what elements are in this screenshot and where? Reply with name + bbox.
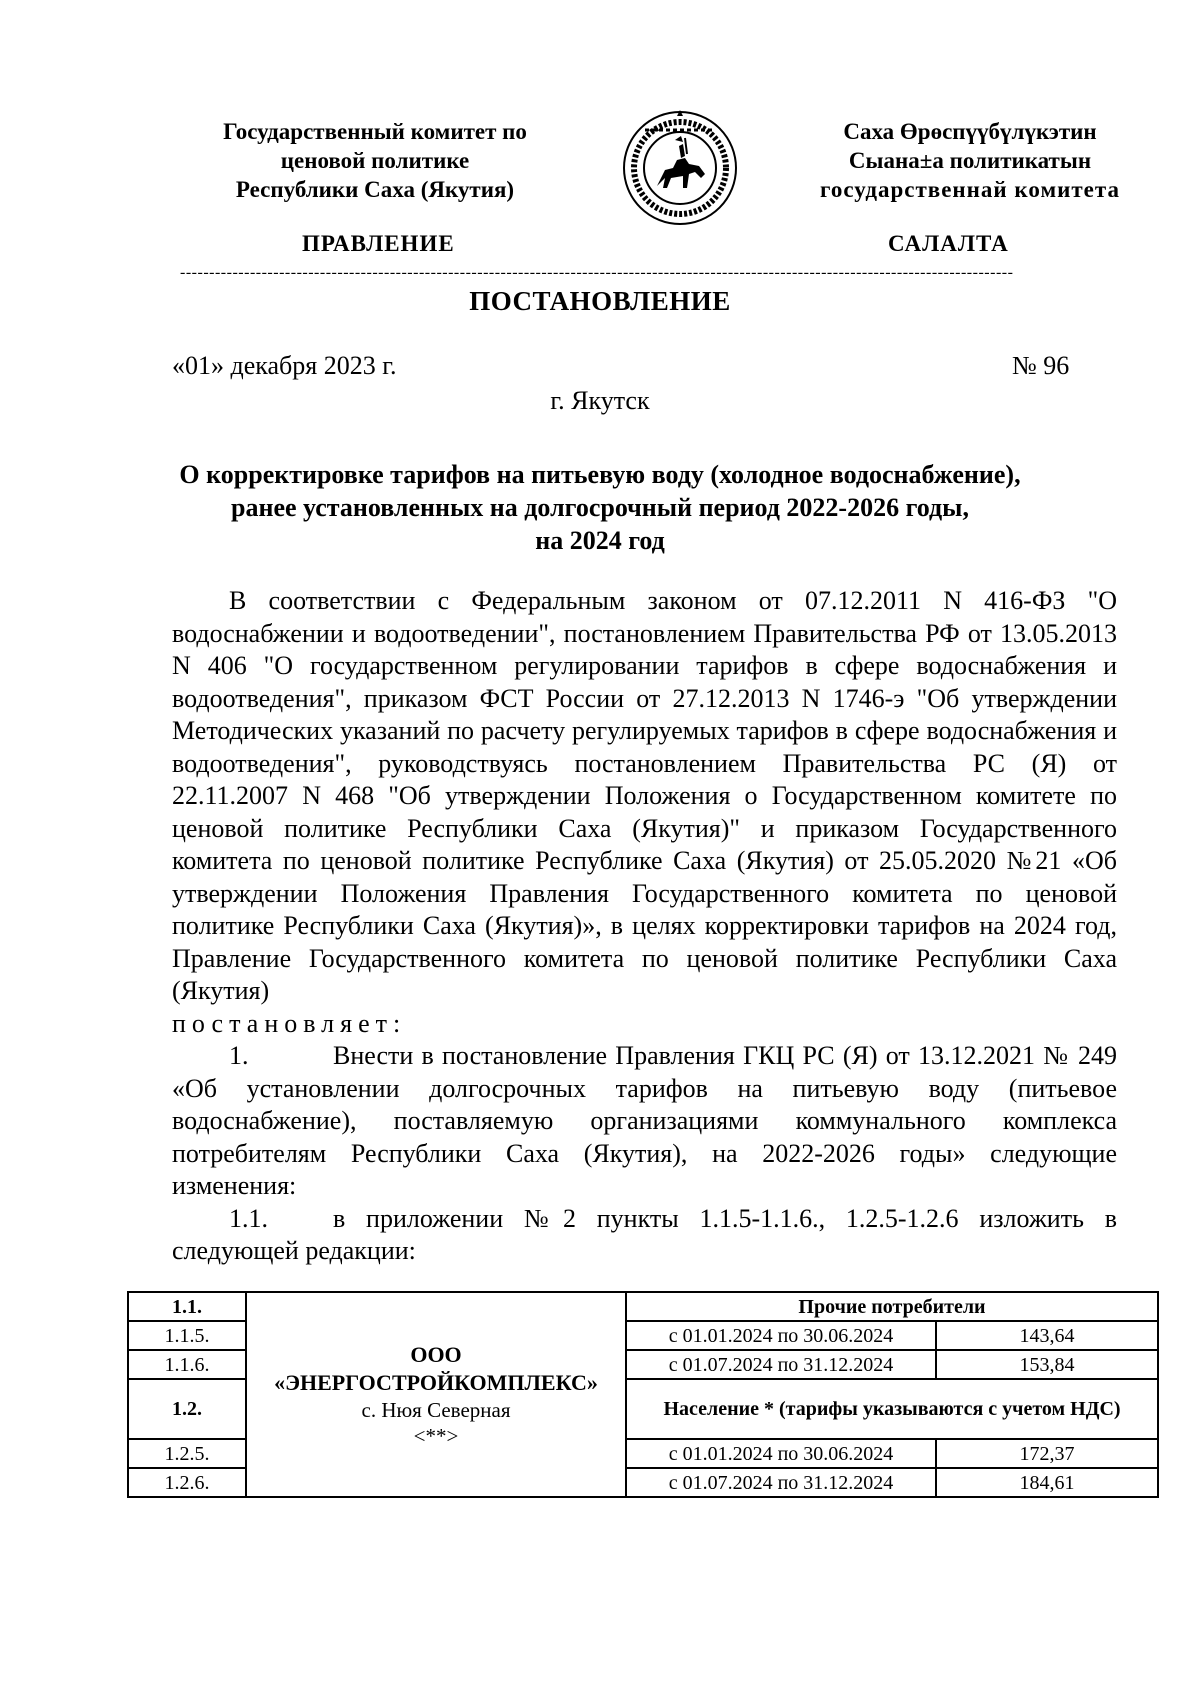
organization-cell — [246, 1292, 626, 1497]
item-1-1 — [172, 1203, 1117, 1268]
board-label-sakha: САЛАЛТА — [888, 231, 1009, 256]
resolving-verb: постановляет: — [172, 1008, 407, 1038]
row-number: 1.1. — [128, 1292, 246, 1321]
document-city: г. Якутск — [550, 386, 650, 415]
row-number: 1.1.5. — [128, 1321, 246, 1350]
period-cell: с 01.07.2024 по 31.12.2024 — [626, 1468, 936, 1497]
row-number: 1.2.5. — [128, 1439, 246, 1468]
period-cell: с 01.01.2024 по 30.06.2024 — [626, 1439, 936, 1468]
issuer-line: Республики Саха (Якутия) — [235, 177, 515, 202]
header-separator: ----------------------------------------------------------------------------------------------------------------------------------------------- — [180, 264, 1014, 281]
group-header: Прочие потребители — [626, 1292, 1158, 1321]
row-number: 1.2.6. — [128, 1468, 246, 1497]
tariff-value: 184,61 — [936, 1468, 1158, 1497]
issuer-line: Государственный комитет по — [223, 119, 527, 144]
document-title: ПОСТАНОВЛЕНИЕ — [469, 286, 731, 316]
tariff-value: 153,84 — [936, 1350, 1158, 1379]
issuer-line: государственнай комитета — [820, 177, 1120, 202]
issuer-line: Саха Өрөспүүбүлүкэтин — [843, 119, 1097, 144]
tariff-table — [127, 1291, 1159, 1498]
heading-line: на 2024 год — [535, 526, 665, 555]
organization-type: ООО — [410, 1341, 462, 1367]
issuer-line: ценовой политике — [280, 148, 470, 173]
organization-note: <**> — [413, 1423, 459, 1448]
row-number: 1.2. — [128, 1379, 246, 1439]
heading-line: ранее установленных на долгосрочный период 2022-2026 годы, — [231, 493, 969, 522]
table-row — [128, 1292, 1158, 1321]
issuer-line: Сыана±а политикатын — [848, 148, 1092, 173]
item-1 — [172, 1040, 1117, 1203]
document-number: № 96 — [1012, 351, 1070, 380]
group-header: Население * (тарифы указываются с учетом НДС) — [626, 1379, 1158, 1439]
item-text: Внести в постановление Правления ГКЦ РС (Я) от 13.12.2021 № 249 «Об установлении долгосрочных тарифов на питьевую воду (питьевое водоснабжение), поставляемую организациями коммунального комплекса потребителям Республики Саха (Якутия), на 2022-2026 годы» следующие изменения: — [172, 1041, 1117, 1200]
item-text: в приложении №2 пункты 1.1.5-1.1.6., 1.2.5-1.2.6 изложить в следующей редакции: — [172, 1203, 1117, 1265]
item-number: 1. — [229, 1041, 249, 1070]
emblem-icon — [615, 108, 745, 228]
item-number: 1.1. — [229, 1203, 268, 1233]
issuer-name-russian — [190, 117, 560, 204]
document-heading — [150, 458, 1050, 557]
organization-name: «ЭНЕРГОСТРОЙКОМПЛЕКС» — [274, 1369, 598, 1395]
row-number: 1.1.6. — [128, 1350, 246, 1379]
heading-line: О корректировке тарифов на питьевую воду (холодное водоснабжение), — [179, 460, 1021, 489]
tariff-value: 143,64 — [936, 1321, 1158, 1350]
organization-location: с. Нюя Северная — [361, 1397, 511, 1422]
issuer-name-sakha — [800, 117, 1140, 204]
board-label-russian: ПРАВЛЕНИЕ — [302, 231, 455, 256]
period-cell: с 01.07.2024 по 31.12.2024 — [626, 1350, 936, 1379]
preamble-paragraph: В соответствии с Федеральным законом от 07.12.2011 N 416-ФЗ "О водоснабжении и водоотведении", постановлением Правительства РФ от 13.05.2013 N 406 "О государственном регулировании тарифов в сфере водоснабжения и водоотведения", приказом ФСТ России от 27.12.2013 N 1746-э "Об утверждении Методических указаний по расчету регулируемых тарифов в сфере водоснабжения и водоотведения", руководствуясь постановлением Правительства РС (Я) от 22.11.2007 N 468 "Об утверждении Положения о Государственном комитете по ценовой политике Республики Саха (Якутия)" и приказом Государственного комитета по ценовой политике Республике Саха (Якутия) от 25.05.2020 №21 «Об утверждении Положения Правления Государственного комитета по ценовой политике Республики Саха (Якутия)», в целях корректировки тарифов на 2024 год, Правление Государственного комитета по ценовой политике Республики Саха (Якутия) — [172, 586, 1117, 1005]
document-date: «01» декабря 2023 г. — [172, 351, 397, 380]
tariff-value: 172,37 — [936, 1439, 1158, 1468]
document-body — [172, 585, 1117, 1268]
period-cell: с 01.01.2024 по 30.06.2024 — [626, 1321, 936, 1350]
